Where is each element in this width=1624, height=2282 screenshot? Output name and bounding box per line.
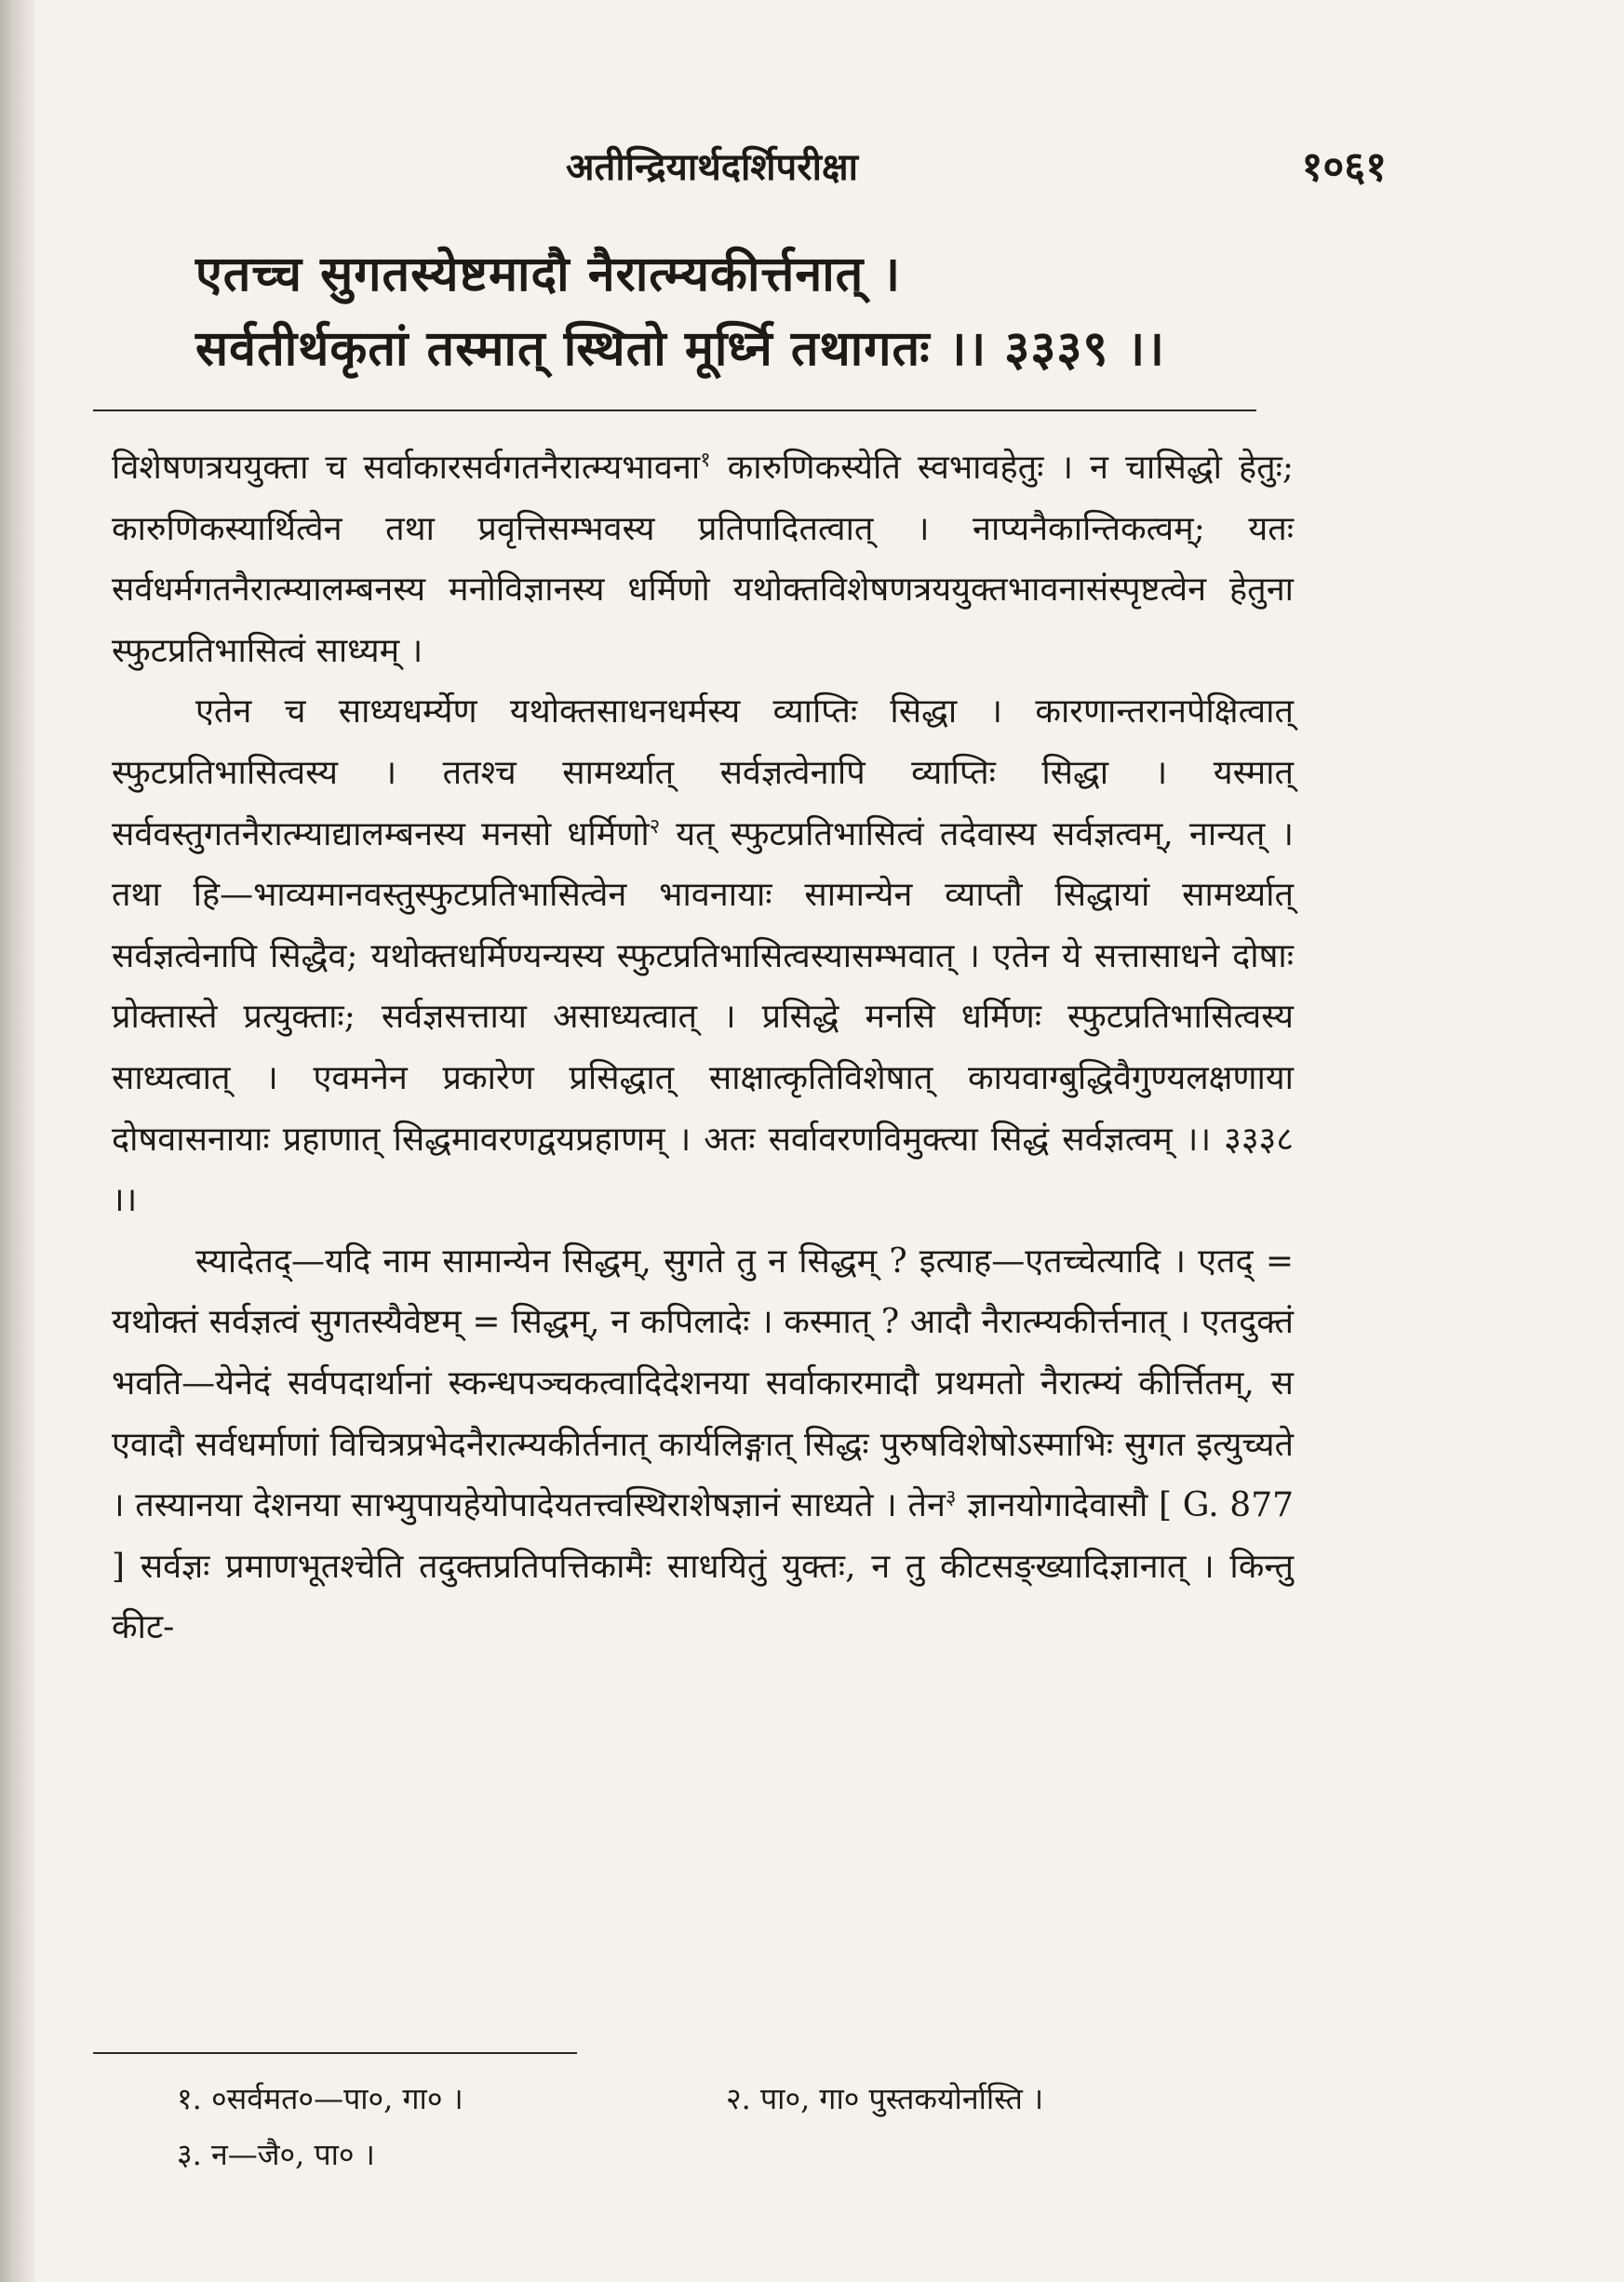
- commentary-paragraph-2: [112, 681, 1294, 1230]
- binding-shadow: [0, 0, 35, 2282]
- text-segment: ज्ञानयोगादेवासौ: [956, 1486, 1160, 1525]
- edition-page-reference: [ G. 877 ]: [112, 1486, 1294, 1586]
- footnote-row: [177, 2071, 1275, 2127]
- footnote-3: ३. न—जै०, पा० ।: [177, 2137, 375, 2172]
- verse-block: [195, 237, 1312, 386]
- commentary-paragraph-1: [112, 437, 1294, 681]
- text-segment: यत् स्फुटप्रतिभासित्वं तदेवास्य सर्वज्ञत्वम्, नान्यत् । तथा हि—भाव्यमानवस्तुस्फुटप्रतिभासित्वेन भावनायाः सामान्येन व्याप्तौ सिद्धायां सामर्थ्यात् सर्वज्ञत्वेनापि सिद्धैव; यथोक्तधर्मिण्यन्यस्य स्फुटप्रतिभासित्वस्यासम्भवात् । एतेन ये सत्तासाधने दोषाः प्रोक्तास्ते प्रत्युक्ताः; सर्वज्ञसत्ताया असाध्यत्वात् । प्रसिद्धे मनसि धर्मिणः स्फुटप्रतिभासित्वस्य साध्यत्वात् । एवमनेन प्रकारेण प्रसिद्धात् साक्षात्कृतिविशेषात् कायवाग्बुद्धिवैगुण्यलक्षणाया दोषवासनायाः प्रहाणात् सिद्धमावरणद्वयप्रहाणम् । अतः सर्वावरणविमुक्त्या सिद्धं सर्वज्ञत्वम् ।। ३३३८ ।।: [112, 814, 1294, 1220]
- footnotes: [177, 2071, 1275, 2182]
- running-head: [112, 140, 1387, 195]
- running-title: अतीन्द्रियार्थदर्शिपरीक्षा: [565, 145, 859, 189]
- footnote-row: [177, 2127, 1275, 2182]
- verse-line-2: सर्वतीर्थकृतां तस्मात् स्थितो मूर्ध्नि तथागतः ।। ३३३९ ।।: [195, 320, 1165, 377]
- footnote-marker-3: ३: [945, 1486, 957, 1510]
- footnote-marker-1: १: [700, 449, 711, 472]
- text-segment: कारुणिकस्येति स्वभावहेतुः । न चासिद्धो हेतुः; कारुणिकस्यार्थित्वेन तथा प्रवृत्तिसम्भवस्य प्रतिपादितत्वात् । नाप्यनैकान्तिकत्वम्; यतः सर्वधर्मगतनैरात्म्यालम्बनस्य मनोविज्ञानस्य धर्मिणो यथोक्तविशेषणत्रययुक्तभावनासंस्पृष्टत्वेन हेतुना स्फुटप्रतिभासित्वं साध्यम् ।: [112, 449, 1294, 670]
- text-segment: स्यादेतद्—यदि नाम सामान्येन सिद्धम्, सुगते तु न सिद्धम् ? इत्याह—एतच्चेत्यादि । एतद् = यथोक्तं सर्वज्ञत्वं सुगतस्यैवेष्टम् = सिद्धम्, न कपिलादेः । कस्मात् ? आदौ नैरात्म्यकीर्त्तनात् । एतदुक्तं भवति—येनेदं सर्वपदार्थानां स्कन्धपञ्चकत्वादिदेशनया सर्वाकारमादौ प्रथमतो नैरात्म्यं कीर्त्तितम्, स एवादौ सर्वधर्माणां विचित्रप्रभेदनैरात्म्यकीर्तनात् कार्यलिङ्गात् सिद्धः पुरुषविशेषोऽस्माभिः सुगत इत्युच्यते । तस्यानया देशनया साभ्युपायहेयोपादेयतत्त्वस्थिराशेषज्ञानं साध्यते । तेन: [112, 1242, 1294, 1525]
- page-number: १०६१: [1301, 143, 1387, 191]
- text-segment: विशेषणत्रययुक्ता च सर्वाकारसर्वगतनैरात्म्यभावना: [112, 449, 701, 487]
- footnote-marker-2: २: [649, 814, 661, 839]
- footnote-1: १. ०सर्वमत०—पा०, गा० ।: [177, 2081, 463, 2116]
- text-segment: सर्वज्ञः प्रमाणभूतश्चेति तदुक्तप्रतिपत्तिकामैः साधयितुं युक्तः, न तु कीटसङ्ख्यादिज्ञानात् । किन्तु कीट-: [112, 1547, 1294, 1647]
- verse-line-1: एतच्च सुगतस्येष्टमादौ नैरात्म्यकीर्त्तनात् ।: [195, 246, 902, 302]
- footnote-2: २. पा०, गा० पुस्तकयोर्नास्ति ।: [726, 2081, 1044, 2116]
- commentary: [112, 437, 1294, 1658]
- commentary-paragraph-3: [112, 1231, 1294, 1658]
- text-segment: एतेन च साध्यधर्म्येण यथोक्तसाधनधर्मस्य व्याप्तिः सिद्धा । कारणान्तरानपेक्षित्वात् स्फुटप्रतिभासित्वस्य । ततश्च सामर्थ्यात् सर्वज्ञत्वेनापि व्याप्तिः सिद्धा । यस्मात् सर्ववस्तुगतनैरात्म्याद्यालम्बनस्य मनसो धर्मिणो: [112, 692, 1294, 853]
- footnote-divider: [93, 2052, 577, 2054]
- verse-divider: [93, 409, 1256, 411]
